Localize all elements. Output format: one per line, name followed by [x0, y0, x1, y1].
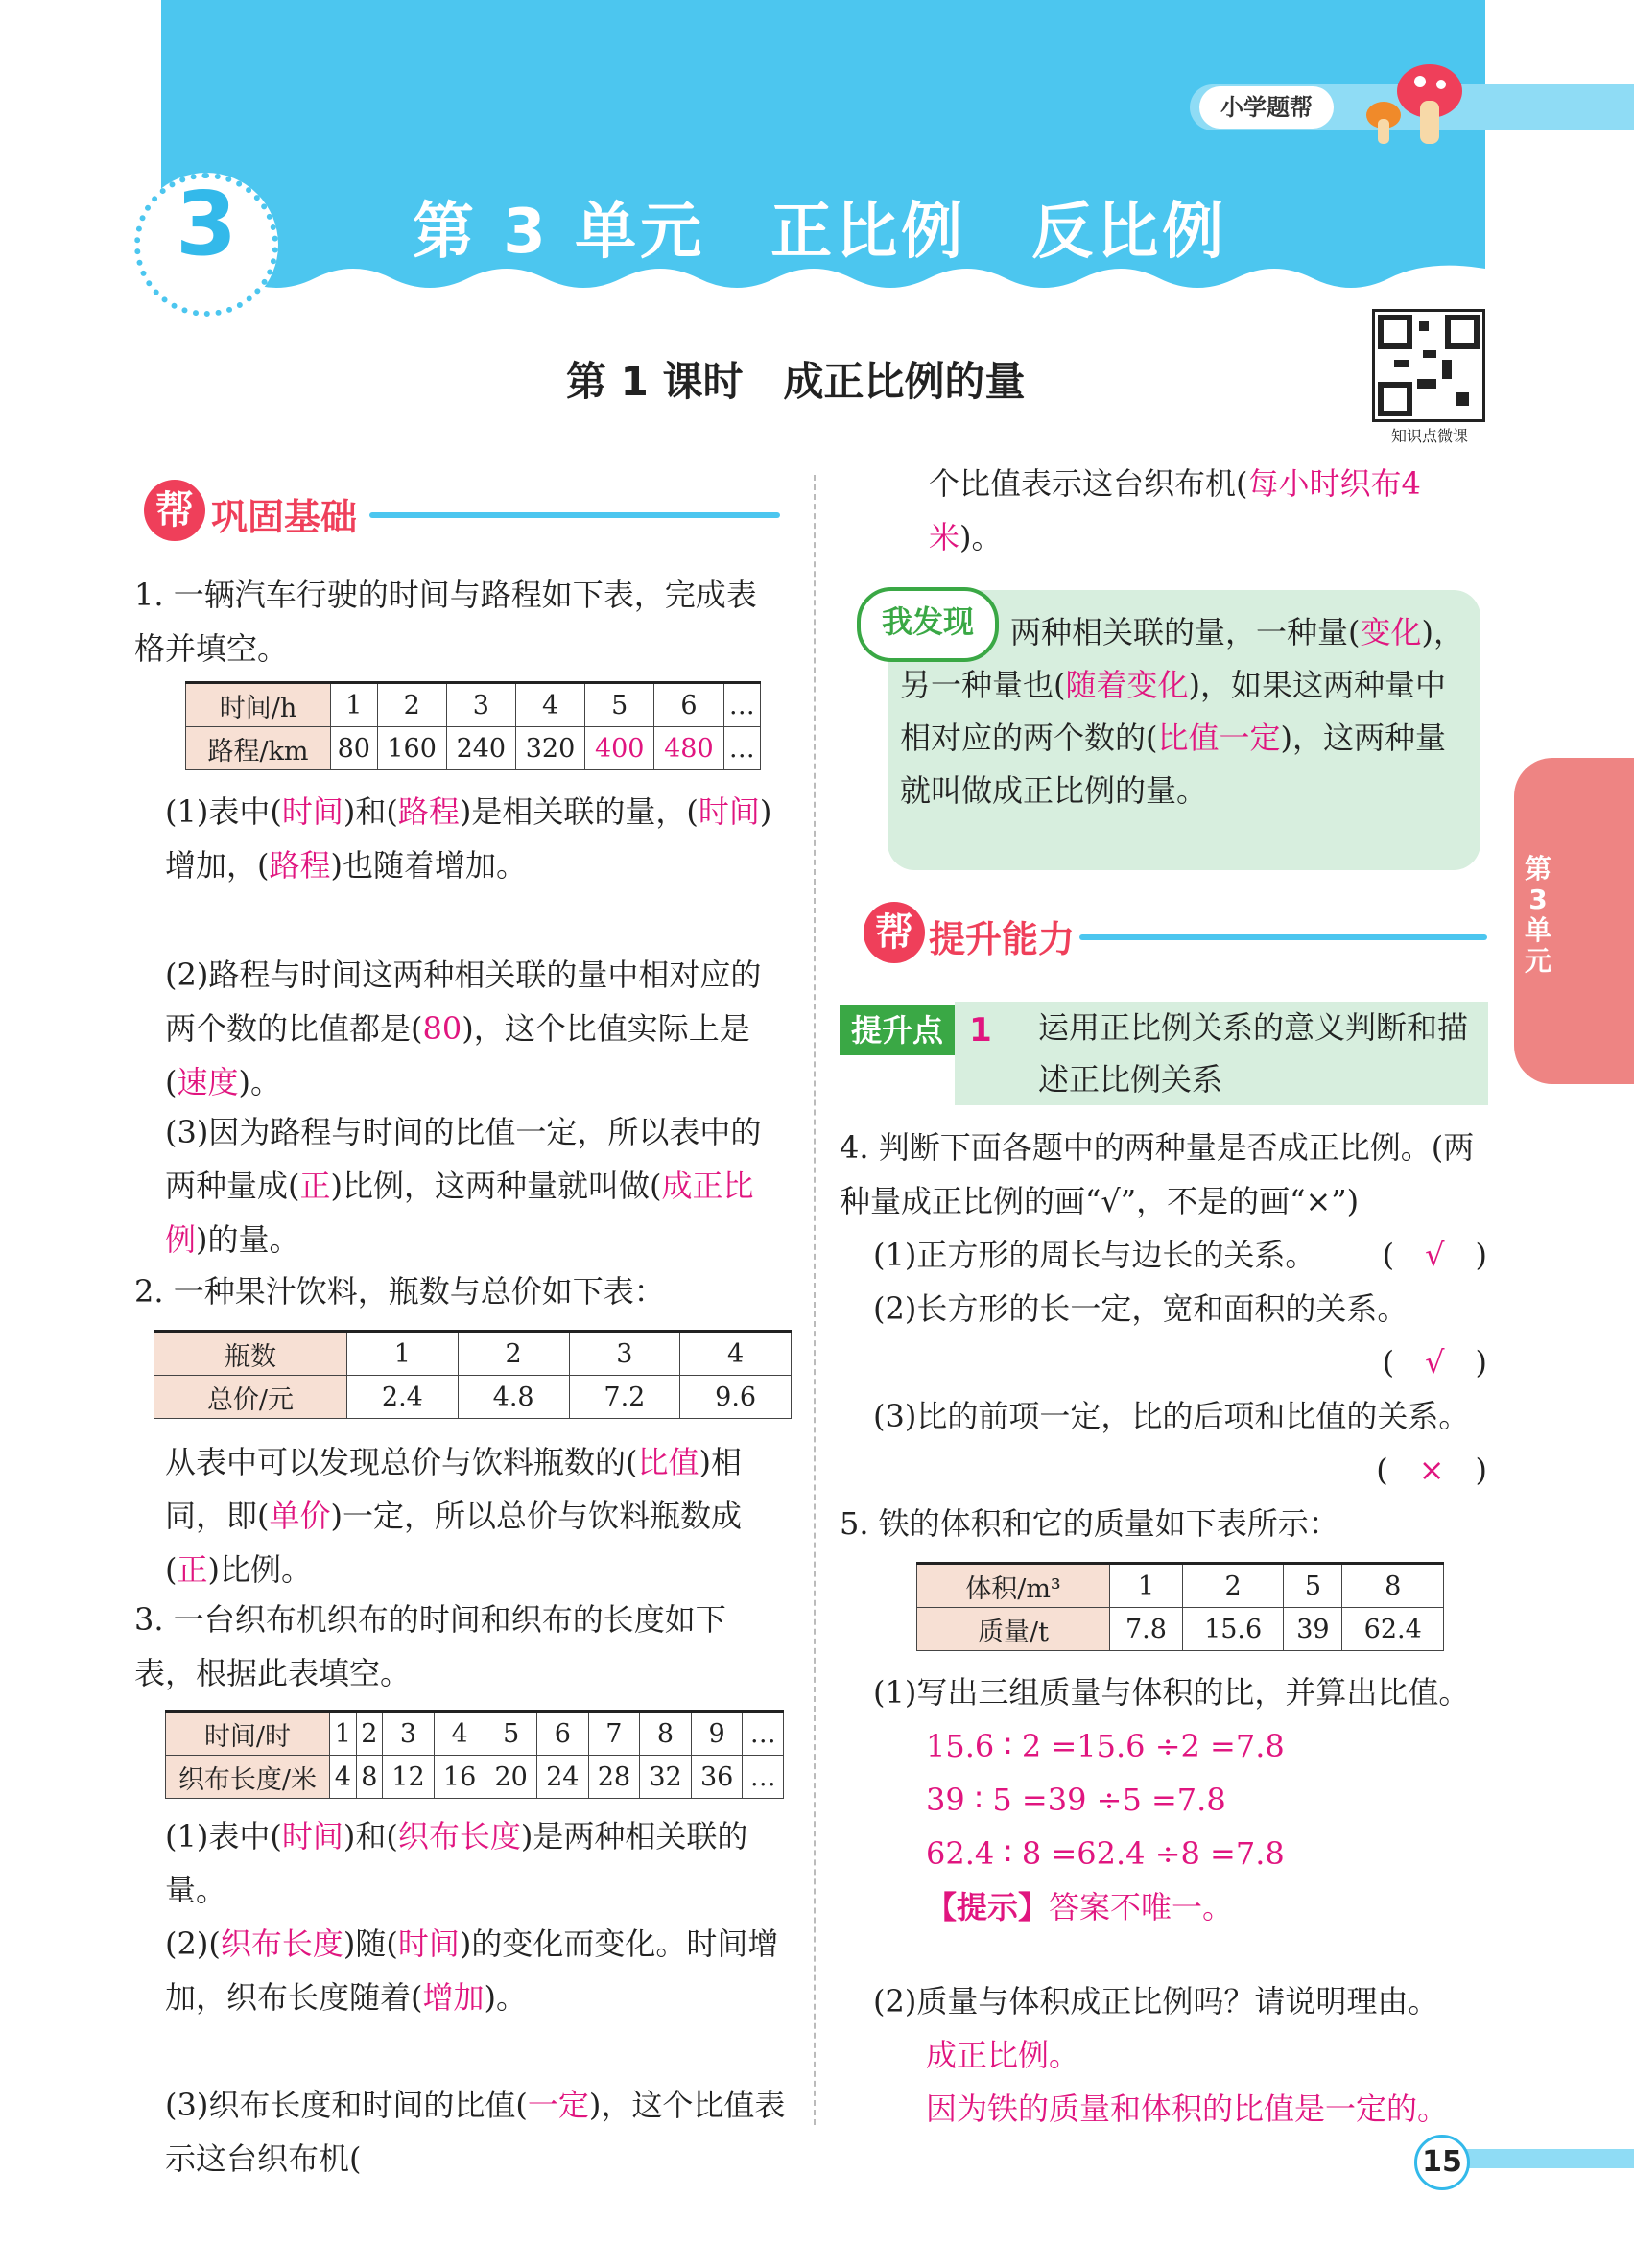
text: (1)正方形的周长与边长的关系。: [873, 1237, 1316, 1273]
q5-calc-1: 15.6 ∶ 2 =15.6 ÷2 =7.8: [926, 1728, 1285, 1764]
table-cell: 3: [569, 1332, 680, 1376]
table-cell: 15.6: [1182, 1608, 1284, 1651]
table-cell: 6: [654, 683, 723, 727]
table-cell: 8: [356, 1756, 383, 1799]
answer: 时间: [698, 793, 760, 830]
table-cell: 2.4: [347, 1376, 459, 1419]
q1-sub2: [165, 948, 787, 1109]
answer: 路程: [397, 793, 460, 830]
table-cell: 160: [377, 727, 446, 770]
text: )，这个比值表示这台织布机(: [165, 2087, 786, 2177]
answer-bracket: ( √ ): [1382, 1237, 1487, 1273]
answer: 速度: [177, 1064, 239, 1100]
q1-stem: 1. 一辆汽车行驶的时间与路程如下表，完成表格并填空。: [134, 577, 757, 667]
answer: 一定: [527, 2087, 589, 2123]
table-cell: 9.6: [680, 1376, 792, 1419]
q5-answer-a: 成正比例。: [926, 2037, 1080, 2073]
q1-sub1: [165, 785, 787, 892]
q5-sub2: (2)质量与体积成正比例吗？请说明理由。: [873, 1983, 1439, 2020]
text: )一定，所以总价与饮料瓶数成(: [165, 1498, 743, 1588]
discover-text: [900, 606, 1466, 817]
table-row: [917, 1564, 1444, 1608]
text: )也随着增加。: [330, 847, 528, 884]
text: )的变化而变化。时间增加，织布长度随着(: [165, 1925, 779, 2016]
text: )和(: [343, 1818, 398, 1855]
q3-stem: 3. 一台织布机织布的时间和织布的长度如下表，根据此表填空。: [134, 1601, 726, 1691]
q2-table: [154, 1330, 792, 1419]
table-row: [154, 1332, 792, 1376]
q5-answer-b: 因为铁的质量和体积的比值是一定的。: [926, 2091, 1449, 2127]
table-cell: 1: [330, 1712, 357, 1756]
text: )，如果这两种量中相对应的两个数的(: [900, 667, 1447, 756]
q5-calc-3: 62.4 ∶ 8 =62.4 ÷8 =7.8: [926, 1835, 1285, 1872]
section-icon: 帮: [144, 480, 205, 541]
q4-item1: [873, 1228, 1487, 1282]
table-cell: 6: [536, 1712, 588, 1756]
table-cell: 2: [377, 683, 446, 727]
section-icon: 帮: [864, 902, 925, 963]
table-row: [186, 727, 761, 770]
column-divider: [814, 475, 816, 2125]
table-header-cell: 瓶数: [154, 1332, 347, 1376]
unit-number: 3: [175, 173, 237, 275]
table-row: [917, 1608, 1444, 1651]
table-cell-answer: 400: [585, 727, 654, 770]
answer: 比值: [637, 1444, 699, 1480]
table-cell: 8: [1342, 1564, 1444, 1608]
text: (2)(: [165, 1925, 221, 1962]
hint-label: 【提示】: [926, 1889, 1050, 1925]
table-header-cell: 织布长度/米: [166, 1756, 330, 1799]
answer: 随着变化: [1065, 667, 1189, 703]
table-cell: 12: [383, 1756, 435, 1799]
text: (3)比的前项一定，比的后项和比值的关系。: [873, 1398, 1470, 1434]
section-line: [1079, 934, 1487, 940]
text: )。: [484, 1979, 528, 2016]
table-cell: …: [723, 683, 761, 727]
q2-answer-text: [165, 1435, 787, 1596]
table-cell: 36: [691, 1756, 743, 1799]
q3-sub1: [165, 1809, 787, 1917]
table-cell: 28: [588, 1756, 640, 1799]
q4-item3: [873, 1389, 1487, 1497]
table-cell: 5: [485, 1712, 537, 1756]
q1-table: [185, 681, 761, 770]
text: (3)织布长度和时间的比值(: [165, 2087, 528, 2123]
table-cell: 5: [1284, 1564, 1342, 1608]
answer: 时间: [397, 1925, 460, 1962]
table-cell: 39: [1284, 1608, 1342, 1651]
answer: 时间: [281, 793, 343, 830]
answer: 时间: [281, 1818, 343, 1855]
text: )的量。: [196, 1221, 300, 1258]
table-cell: 8: [640, 1712, 692, 1756]
text: )，另一种量也(: [900, 614, 1465, 703]
lesson-title: 第 1 课时 成正比例的量: [566, 358, 1026, 405]
table-cell: 16: [434, 1756, 485, 1799]
table-cell: 3: [383, 1712, 435, 1756]
q5-calc-2: 39 ∶ 5 =39 ÷5 =7.8: [926, 1782, 1226, 1818]
text: )比例。: [207, 1551, 312, 1588]
table-cell: 3: [446, 683, 515, 727]
q3-sub3-continued: [929, 457, 1490, 564]
answer: 正: [177, 1551, 208, 1588]
section-title-basic: 巩固基础: [211, 496, 358, 538]
text: (2)长方形的长一定，宽和面积的关系。: [873, 1290, 1409, 1327]
point-tag: 提升点: [840, 1005, 955, 1055]
text: )相同，即(: [165, 1444, 743, 1534]
q3-sub2: [165, 1917, 787, 2024]
table-cell: 2: [458, 1332, 569, 1376]
answer: 增加: [422, 1979, 485, 2016]
table-header-cell: 体积/m³: [917, 1564, 1110, 1608]
section-title-advance: 提升能力: [929, 918, 1076, 960]
q5-table: [916, 1562, 1444, 1651]
text: )，这个比值实际上是(: [165, 1010, 750, 1100]
table-cell: 4: [434, 1712, 485, 1756]
point-text: 运用正比例关系的意义判断和描述正比例关系: [1038, 1009, 1469, 1098]
table-cell: 5: [585, 683, 654, 727]
text: )是相关联的量，(: [459, 793, 699, 830]
q4-stem: 4. 判断下面各题中的两种量是否成正比例。(两种量成正比例的画“√”，不是的画“×”): [840, 1129, 1475, 1219]
table-cell: 1: [347, 1332, 459, 1376]
table-header-cell: 时间/h: [186, 683, 331, 727]
hint-text: 答案不唯一。: [1049, 1889, 1234, 1925]
text: )。: [959, 519, 1003, 555]
table-cell: 2: [1182, 1564, 1284, 1608]
mushroom-icon: [1362, 58, 1468, 154]
table-cell: 9: [691, 1712, 743, 1756]
answer-bracket: ( × ): [1376, 1452, 1487, 1488]
text: )是两种相关联的量。: [165, 1818, 748, 1908]
qr-caption: 知识点微课: [1390, 427, 1468, 445]
text: (3)因为路程与时间的比值一定，所以表中的两种量成(: [165, 1114, 762, 1204]
answer-bracket: ( √ ): [1382, 1344, 1487, 1381]
table-header-cell: 路程/km: [186, 727, 331, 770]
table-cell: …: [743, 1756, 784, 1799]
text: )和(: [343, 793, 398, 830]
text: )增加，(: [165, 793, 772, 884]
text: )。: [238, 1064, 281, 1100]
point-number: 1: [969, 1011, 992, 1050]
section-line: [369, 512, 780, 518]
answer: 每小时织布4米: [929, 465, 1421, 555]
text: (1)表中(: [165, 1818, 282, 1855]
text: (1)表中(: [165, 793, 282, 830]
answer: 路程: [269, 847, 331, 884]
table-cell: 2: [356, 1712, 383, 1756]
answer: 变化: [1360, 614, 1422, 650]
table-cell: 7: [588, 1712, 640, 1756]
table-row: [154, 1376, 792, 1419]
page-bar: [1464, 2149, 1634, 2168]
table-cell-answer: 480: [654, 727, 723, 770]
answer: 织布长度: [220, 1925, 343, 1962]
q3-sub3: [165, 2078, 787, 2185]
table-cell: …: [723, 727, 761, 770]
q3-table: [165, 1710, 784, 1799]
text: )比例，这两种量就叫做(: [330, 1168, 662, 1204]
text: 两种相关联的量，一种量(: [1010, 614, 1361, 650]
q5-hint: [926, 1880, 1482, 1934]
table-header-cell: 质量/t: [917, 1608, 1110, 1651]
text: )，这两种量就叫做成正比例的量。: [900, 720, 1447, 809]
table-row: [186, 683, 761, 727]
unit-side-label: 第3单元: [1524, 853, 1551, 977]
answer: 比值一定: [1157, 720, 1281, 756]
table-row: [166, 1756, 784, 1799]
q5-sub1: (1)写出三组质量与体积的比，并算出比值。: [873, 1674, 1470, 1711]
brand-label: 小学题帮: [1199, 86, 1334, 129]
answer: 正: [299, 1168, 331, 1204]
q5-stem: 5. 铁的体积和它的质量如下表所示：: [840, 1505, 1339, 1542]
table-row: [166, 1712, 784, 1756]
answer: 成正比例: [165, 1168, 754, 1258]
answer: √: [1425, 1344, 1445, 1381]
table-cell: 4: [515, 683, 584, 727]
table-cell: 62.4: [1342, 1608, 1444, 1651]
table-cell: 320: [515, 727, 584, 770]
text: 个比值表示这台织布机(: [929, 465, 1248, 502]
table-cell: 7.8: [1110, 1608, 1183, 1651]
qr-pattern: [1375, 312, 1482, 419]
q2-stem: 2. 一种果汁饮料，瓶数与总价如下表：: [134, 1273, 665, 1310]
table-cell: 1: [1110, 1564, 1183, 1608]
table-cell: 32: [640, 1756, 692, 1799]
text: 从表中可以发现总价与饮料瓶数的(: [165, 1444, 638, 1480]
answer: 80: [422, 1010, 462, 1047]
table-cell: 80: [331, 727, 378, 770]
text: (2)路程与时间这两种相关联的量中相对应的两个数的比值都是(: [165, 957, 762, 1047]
discover-tag: 我发现: [857, 587, 999, 662]
unit-title: 第 3 单元 正比例 反比例: [413, 197, 1228, 268]
table-header-cell: 总价/元: [154, 1376, 347, 1419]
answer: 织布长度: [397, 1818, 521, 1855]
table-cell: 4: [680, 1332, 792, 1376]
answer: 单价: [269, 1498, 331, 1534]
q1-sub3: [165, 1105, 787, 1266]
table-cell: 240: [446, 727, 515, 770]
answer: ×: [1418, 1452, 1445, 1488]
text: )随(: [343, 1925, 398, 1962]
table-cell: 20: [485, 1756, 537, 1799]
table-cell: 24: [536, 1756, 588, 1799]
page-number: 15: [1414, 2135, 1470, 2190]
q4-item2: [873, 1282, 1487, 1389]
table-cell: 4: [330, 1756, 357, 1799]
table-cell: 7.2: [569, 1376, 680, 1419]
table-cell: 4.8: [458, 1376, 569, 1419]
table-cell: …: [743, 1712, 784, 1756]
qr-code-icon[interactable]: [1372, 309, 1485, 422]
answer: √: [1425, 1237, 1445, 1273]
table-header-cell: 时间/时: [166, 1712, 330, 1756]
table-cell: 1: [331, 683, 378, 727]
